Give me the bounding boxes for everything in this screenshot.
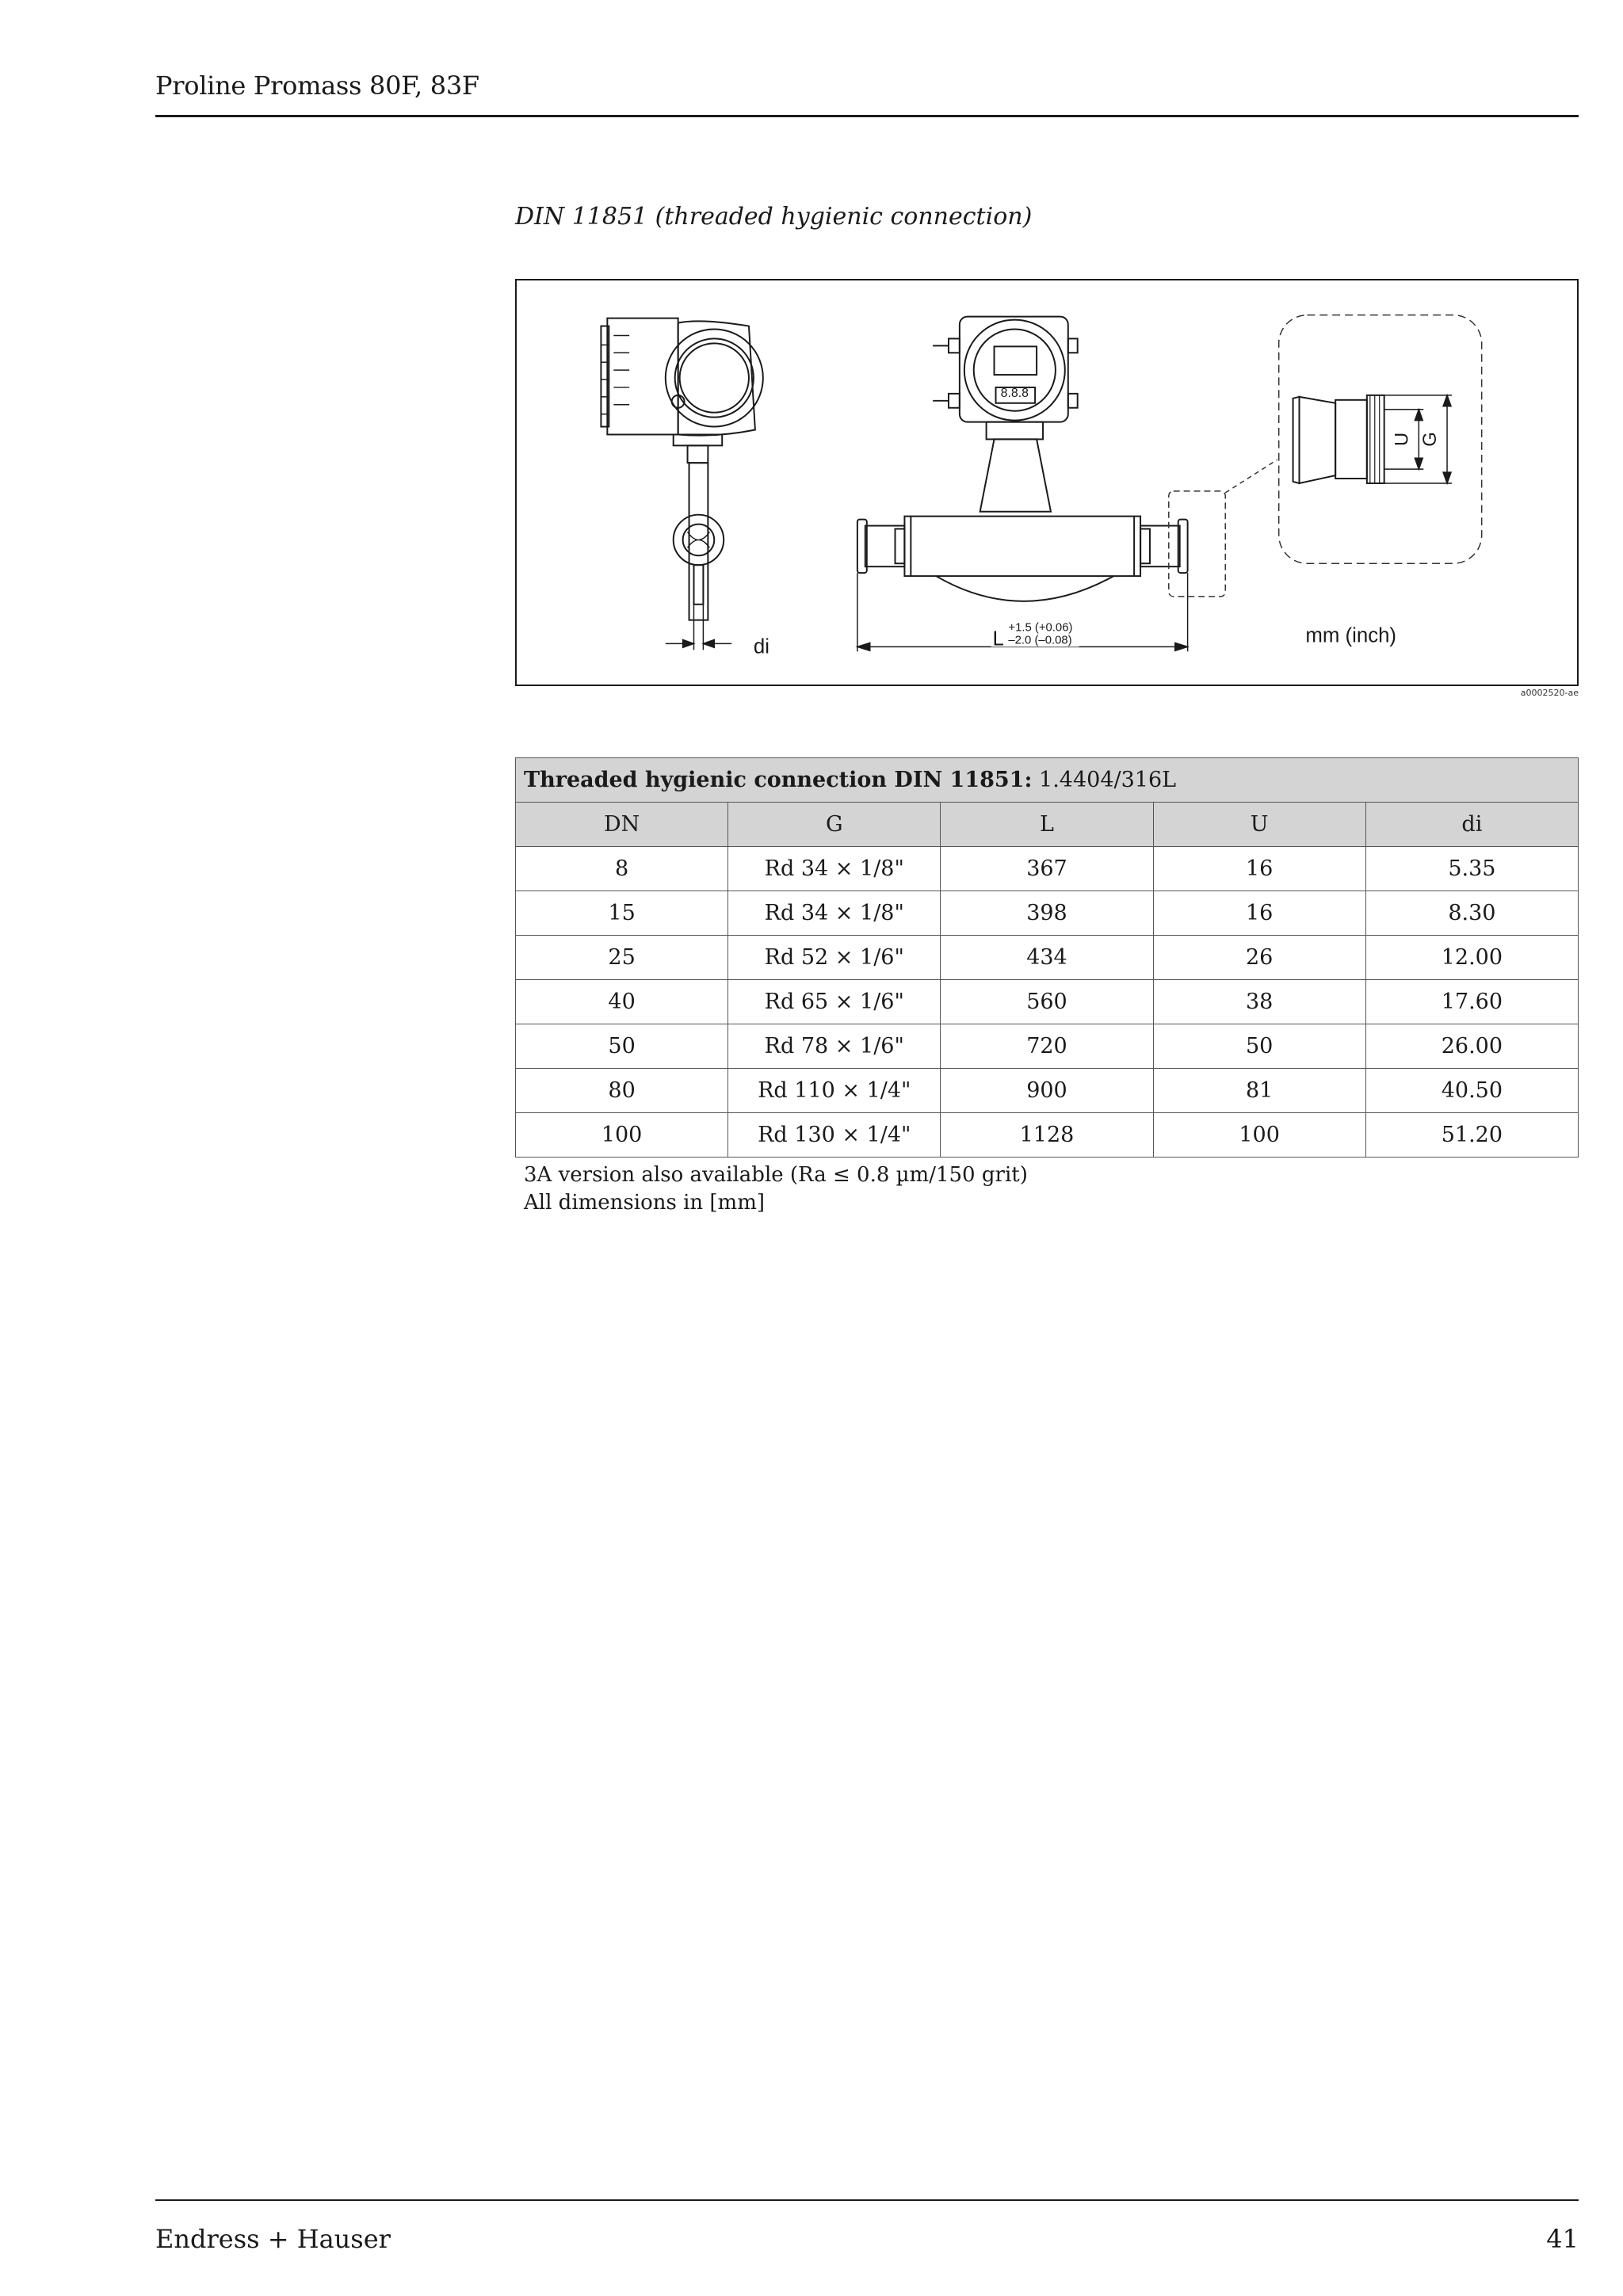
cell-l: 1128 [941, 1113, 1153, 1158]
units-label: mm (inch) [1305, 624, 1397, 647]
cell-di: 12.00 [1365, 936, 1578, 980]
page-number: 41 [1546, 2224, 1579, 2254]
column-header-l: L [941, 803, 1153, 847]
cell-dn: 50 [516, 1024, 728, 1069]
cell-u: 100 [1153, 1113, 1365, 1158]
side-view [601, 318, 762, 620]
column-header-dn: DN [516, 803, 728, 847]
U-label: U [1391, 432, 1413, 447]
detail-view-frame [1279, 315, 1482, 564]
cell-u: 50 [1153, 1024, 1365, 1069]
cell-g: Rd 130 × 1/4" [728, 1113, 941, 1158]
figure-caption: DIN 11851 (threaded hygienic connection) [515, 203, 1033, 231]
cell-di: 51.20 [1365, 1113, 1578, 1158]
note-3a-version: 3A version also available (Ra ≤ 0.8 µm/150 grit) [524, 1163, 1028, 1187]
table-title-material: 1.4404/316L [1032, 768, 1177, 792]
figure-id: a0002520-ae [1520, 688, 1579, 698]
cell-u: 16 [1153, 847, 1365, 891]
table-title [516, 758, 1579, 803]
cell-g: Rd 110 × 1/4" [728, 1069, 941, 1113]
cell-g: Rd 34 × 1/8" [728, 847, 941, 891]
cell-di: 5.35 [1365, 847, 1578, 891]
table-row [516, 1069, 1579, 1113]
dimensions-table [515, 757, 1579, 1158]
cell-l: 398 [941, 891, 1153, 936]
cell-g: Rd 78 × 1/6" [728, 1024, 941, 1069]
cell-dn: 15 [516, 891, 728, 936]
column-header-u: U [1153, 803, 1365, 847]
cell-u: 16 [1153, 891, 1365, 936]
cell-l: 720 [941, 1024, 1153, 1069]
di-dimension [666, 605, 731, 650]
cell-g: Rd 34 × 1/8" [728, 891, 941, 936]
table-row [516, 891, 1579, 936]
cell-dn: 100 [516, 1113, 728, 1158]
column-header-g: G [728, 803, 941, 847]
table-row [516, 847, 1579, 891]
table-header-row [516, 803, 1579, 847]
L-label: L [992, 627, 1004, 650]
di-label: di [753, 635, 769, 658]
detail-marker [1169, 491, 1225, 597]
cell-u: 38 [1153, 980, 1365, 1024]
dimension-drawing [515, 279, 1579, 686]
cell-u: 26 [1153, 936, 1365, 980]
table-row [516, 980, 1579, 1024]
cell-g: Rd 65 × 1/6" [728, 980, 941, 1024]
cell-dn: 25 [516, 936, 728, 980]
page-header-title: Proline Promass 80F, 83F [155, 71, 479, 101]
cell-g: Rd 52 × 1/6" [728, 936, 941, 980]
table-row [516, 1113, 1579, 1158]
cell-l: 367 [941, 847, 1153, 891]
cell-u: 81 [1153, 1069, 1365, 1113]
cell-dn: 8 [516, 847, 728, 891]
column-header-di: di [1365, 803, 1578, 847]
footer-brand: Endress + Hauser [155, 2224, 391, 2254]
display-digits: 8.8.8 [1000, 386, 1029, 400]
cell-di: 40.50 [1365, 1069, 1578, 1113]
cell-di: 17.60 [1365, 980, 1578, 1024]
cell-dn: 40 [516, 980, 728, 1024]
detail-view [1293, 395, 1384, 483]
cell-dn: 80 [516, 1069, 728, 1113]
L-tolerance-minus: –2.0 (–0.08) [1008, 634, 1072, 647]
table-row [516, 936, 1579, 980]
table-title-bold: Threaded hygienic connection DIN 11851: [524, 768, 1033, 792]
G-label: G [1419, 432, 1442, 447]
header-rule [155, 115, 1579, 117]
L-tolerance-plus: +1.5 (+0.06) [1008, 621, 1073, 635]
cell-di: 26.00 [1365, 1024, 1578, 1069]
cell-l: 560 [941, 980, 1153, 1024]
cell-di: 8.30 [1365, 891, 1578, 936]
table-row [516, 1024, 1579, 1069]
front-view [857, 317, 1188, 601]
cell-l: 434 [941, 936, 1153, 980]
cell-l: 900 [941, 1069, 1153, 1113]
note-dimensions-unit: All dimensions in [mm] [524, 1191, 766, 1215]
footer-rule [155, 2199, 1579, 2201]
table-notes [524, 1161, 1028, 1217]
